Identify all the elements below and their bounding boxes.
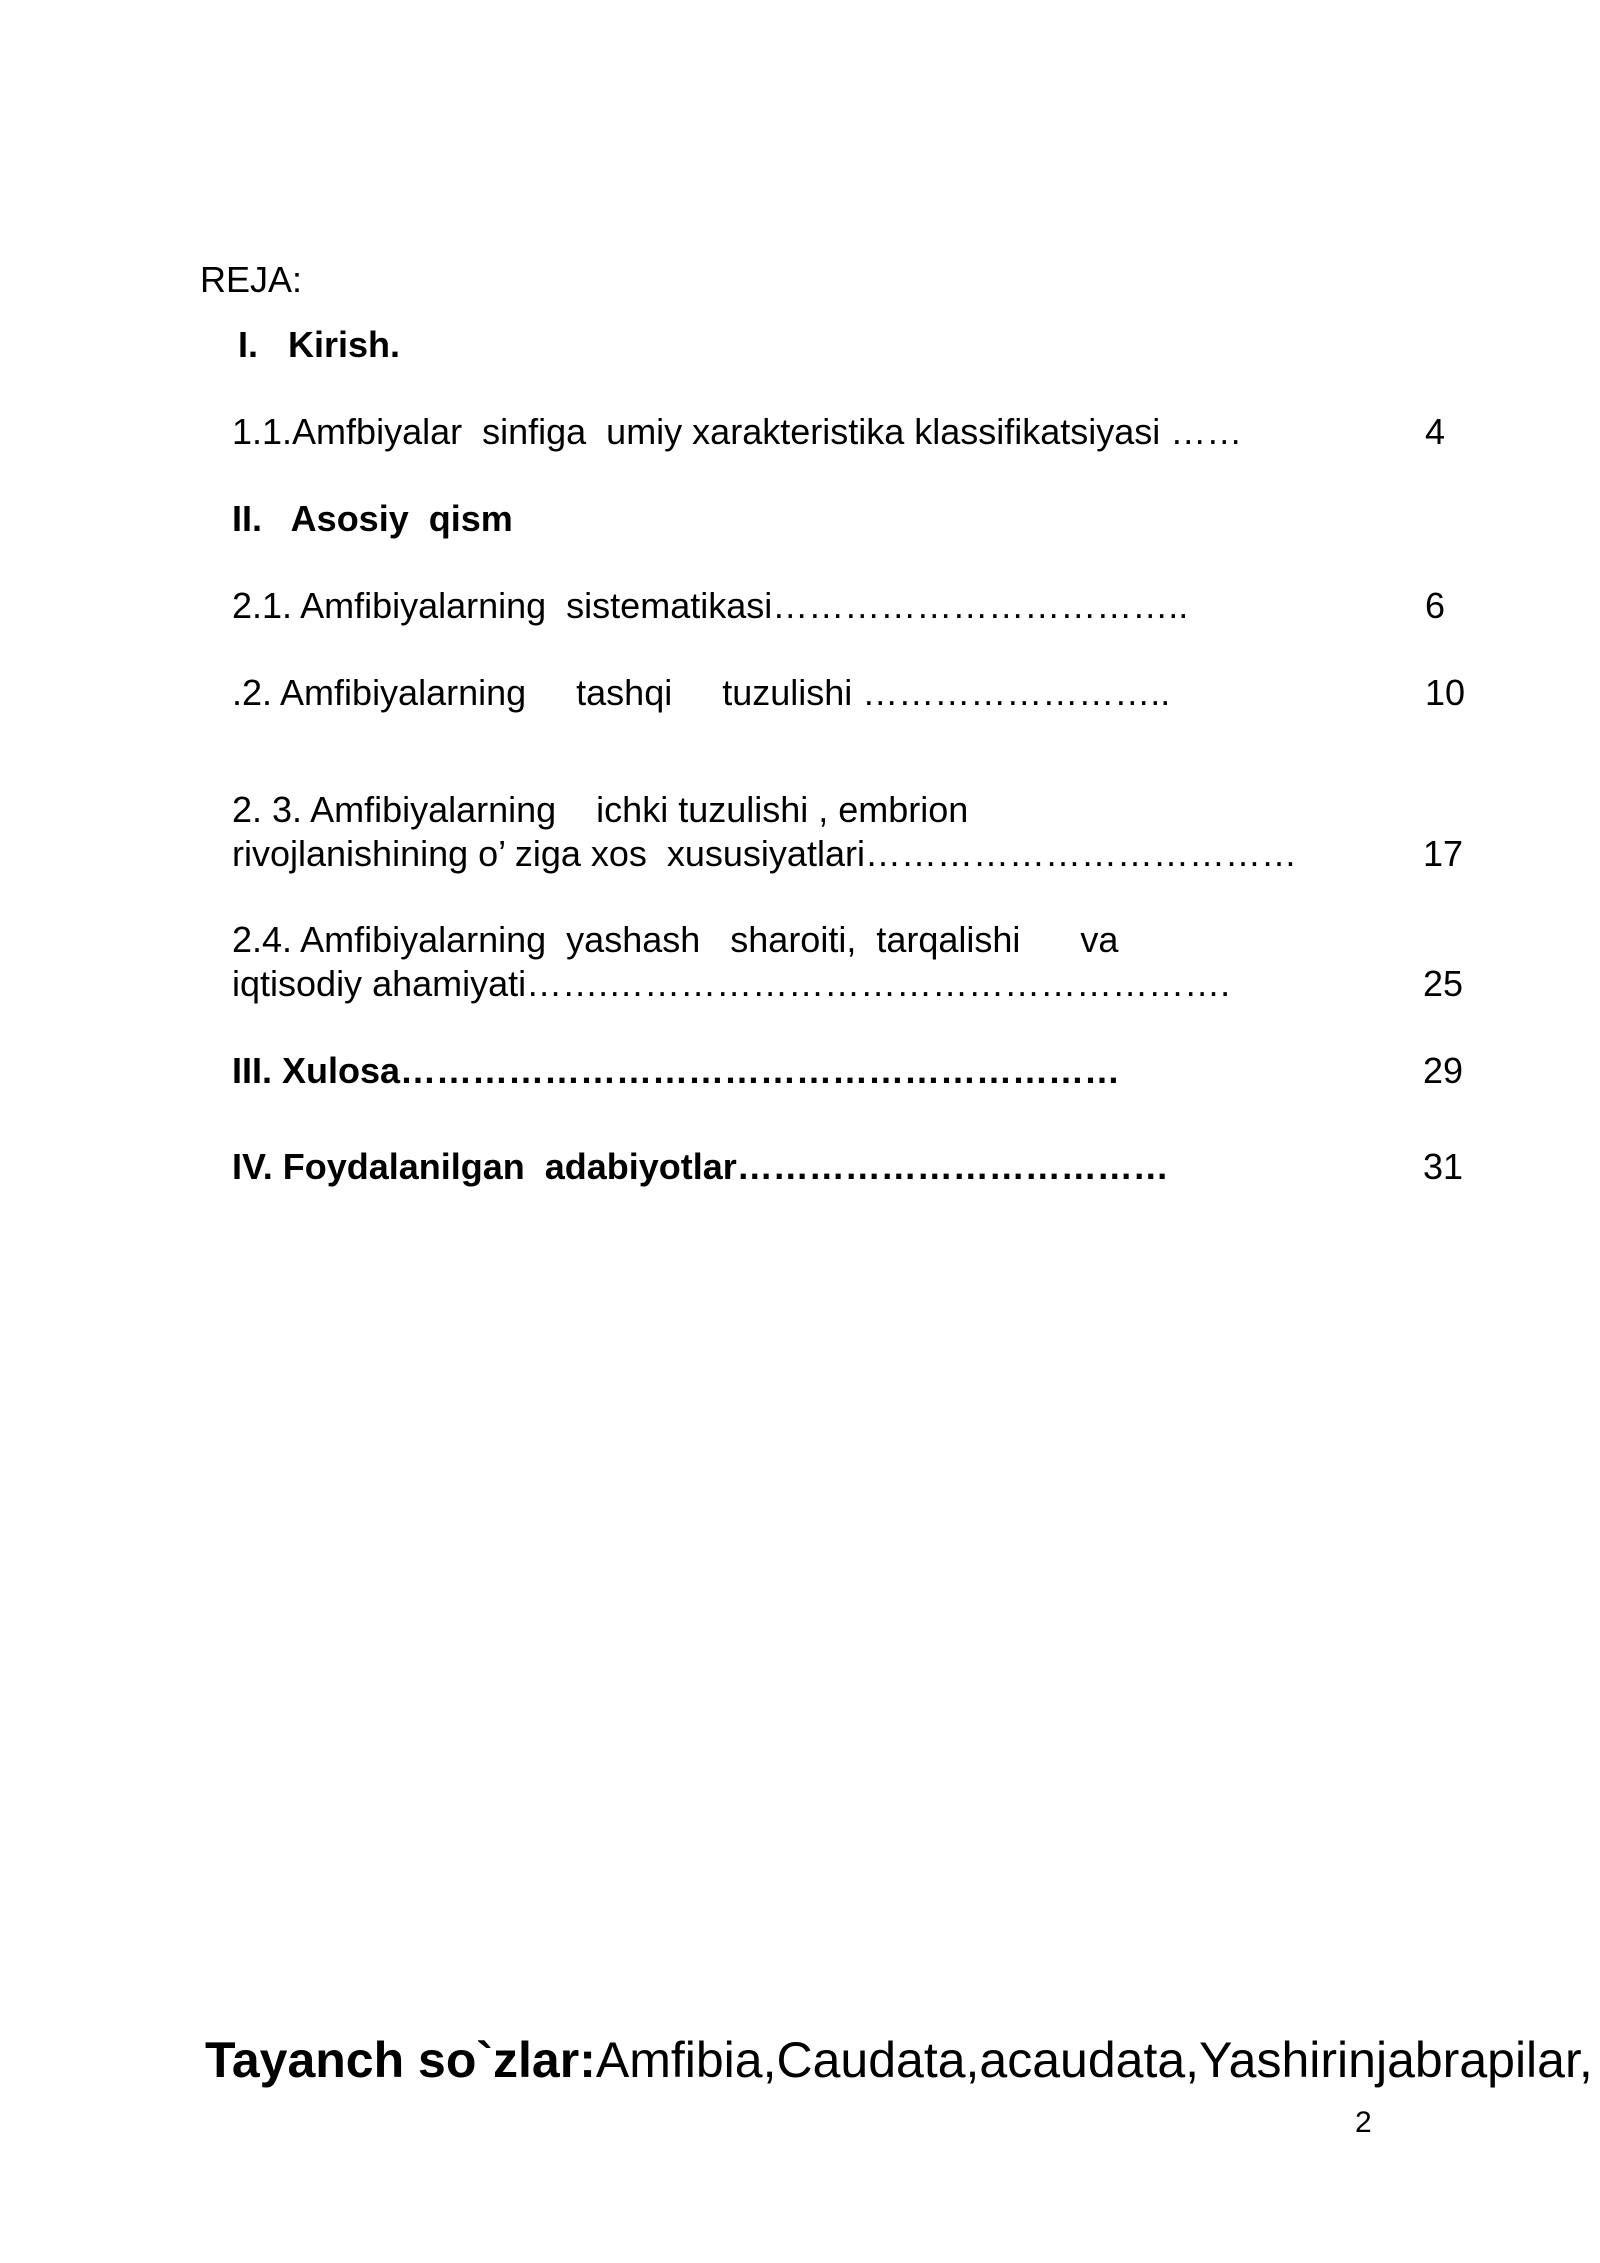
- toc-item-2-3-page: 17: [1422, 833, 1463, 874]
- page-number: 2: [1355, 2106, 1372, 2139]
- toc-kirish: I. Kirish.: [238, 324, 401, 365]
- keywords-text: Amfibia,Caudata,acaudata,Yashirinjabrapilar,: [595, 2032, 1593, 2088]
- toc-item-2-4-line1: 2.4. Amfibiyalarning yashash sharoiti, tarqalishi va: [232, 919, 1119, 960]
- toc-item-1-1: 1.1.Amfbiyalar sinfiga umiy xarakteristika klassifikatsiyasi ……: [232, 411, 1243, 452]
- keywords-label: Tayanch so`zlar:: [205, 2032, 596, 2088]
- toc-adabiyotlar: IV. Foydalanilgan adabiyotlar………………………………: [232, 1146, 1169, 1187]
- toc-asosiy: II. Asosiy qism: [232, 498, 513, 539]
- toc-item-2-3-line1: 2. 3. Amfibiyalarning ichki tuzulishi , embrion: [232, 789, 969, 830]
- toc-item-1-1-page: 4: [1424, 411, 1445, 452]
- toc-item-2-2: .2. Amfibiyalarning tashqi tuzulishi ……………………..: [232, 672, 1171, 713]
- toc-xulosa: III. Xulosa……………………………………………………: [232, 1050, 1121, 1091]
- keywords-line: [205, 2030, 1593, 2090]
- toc-adabiyotlar-page: 31: [1422, 1146, 1463, 1187]
- toc-item-2-1-page: 6: [1424, 585, 1445, 626]
- toc-item-2-3-line2: rivojlanishining o’ ziga xos xususiyatlari………………………………: [232, 833, 1297, 874]
- toc-item-2-4-page: 25: [1422, 963, 1463, 1004]
- toc-item-2-1: 2.1. Amfibiyalarning sistematikasi……………………………..: [232, 585, 1189, 626]
- toc-xulosa-page: 29: [1422, 1050, 1463, 1091]
- toc-heading: REJA:: [200, 259, 303, 300]
- toc-item-2-2-page: 10: [1424, 672, 1465, 713]
- toc-item-2-4-line2: iqtisodiy ahamiyati…….…………………………………………….: [232, 963, 1231, 1004]
